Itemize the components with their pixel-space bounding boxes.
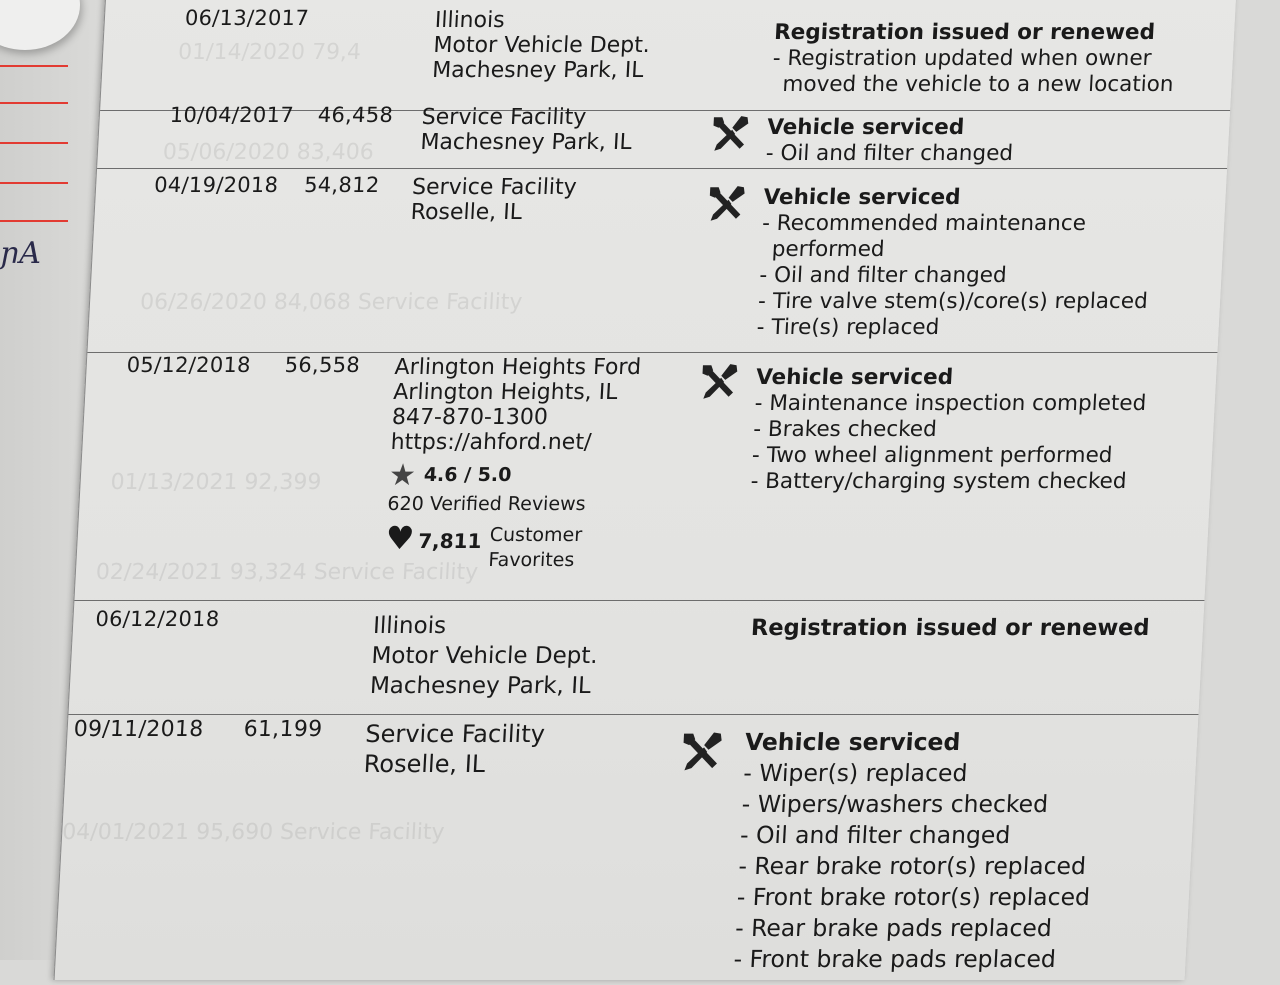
detail-item: - Oil and filter changed xyxy=(739,821,1012,849)
record-heading: Vehicle serviced xyxy=(766,115,965,140)
record-source xyxy=(420,105,634,155)
vehicle-history-page: 01/14/2020 79,4 05/06/2020 83,406 06/26/2020 84,068 Service Facility 01/13/2021 92,399 02/24/2021 93,324 Service Facility 04/01/2021 95,690 Service Facility 06/13/2017 Illinois Motor Vehicle Dept. Machesney Park, IL Registration issued or renewed - Registration updated when owner moved the vehicle to a new location 10/04/2017 46,458 Service Facility Machesney Park, IL Vehicle serviced - Oil and filter changed 04/19/2018 54,812 Service Facility Roselle, IL Vehicle serviced - Recommended maintenance performed - Oil and filter changed - Tire valve stem(s)/core(s) replaced - Tire(s) replaced 05/12/2018 56,558 Arlington Heights Ford Arlington Heights, IL 847-870-1300 https://ahford.net/ ★ 4.6 / 5.0 620 Verified Reviews ♥ 7,811 Customer Favorites Vehicle serviced - Maintenance inspection completed - Brakes checked - Two wheel alignment performed - Battery/charging system checked 06/12/2018 Illinois Motor Vehicle Dept. Machesney Park, IL Registration issued or renewed 09/11/2018 61,199 Service Facility Roselle, IL Vehicle serviced - Wiper(s) replaced - Wipers/washers checked - Oil and filter changed - Rear brake rotor(s) replaced - Front brake rotor(s) replaced - Rear brake pads replaced - Front brake pads replaced xyxy=(54,0,1238,980)
record-date: 04/19/2018 xyxy=(153,173,279,197)
record-details xyxy=(771,20,1177,98)
record-date: 05/12/2018 xyxy=(126,353,252,377)
source-line: Roselle, IL xyxy=(410,200,523,225)
wrench-screwdriver-icon xyxy=(708,113,752,155)
favorites-label: Customer Favorites xyxy=(487,524,583,571)
record-details xyxy=(750,365,1148,495)
detail-item: - Oil and filter changed xyxy=(758,263,1008,288)
history-row xyxy=(100,0,1237,110)
wrench-screwdriver-icon xyxy=(704,183,748,225)
source-line: Service Facility xyxy=(421,105,587,130)
record-heading: Vehicle serviced xyxy=(762,185,962,210)
shop-rating xyxy=(386,458,636,517)
paper-curl xyxy=(0,0,80,50)
history-row xyxy=(54,714,1198,985)
record-source xyxy=(369,611,600,701)
detail-item: - Tire valve stem(s)/core(s) replaced xyxy=(757,289,1149,314)
source-line: Arlington Heights, IL xyxy=(392,380,619,405)
detail-item: performed xyxy=(771,237,886,262)
rating-score: 4.6 / 5.0 xyxy=(423,464,512,486)
record-source xyxy=(432,8,652,83)
history-row xyxy=(74,352,1217,601)
detail-item: - Front brake pads replaced xyxy=(732,945,1057,973)
source-line: Motor Vehicle Dept. xyxy=(370,643,599,669)
record-odometer: 54,812 xyxy=(303,173,381,197)
source-line: Arlington Heights Ford xyxy=(393,355,642,380)
detail-item: - Wipers/washers checked xyxy=(741,790,1049,818)
detail-item: - Maintenance inspection completed xyxy=(754,391,1147,416)
detail-item: - Two wheel alignment performed xyxy=(751,443,1114,468)
source-line: 847-870-1300 xyxy=(391,405,549,430)
history-row xyxy=(69,600,1205,705)
record-details xyxy=(765,115,1015,167)
detail-item: - Wiper(s) replaced xyxy=(742,759,969,787)
record-odometer: 61,199 xyxy=(243,717,324,742)
pen-scribble: ɲA xyxy=(0,236,41,271)
wrench-screwdriver-icon xyxy=(677,729,725,775)
wrench-screwdriver-icon xyxy=(697,361,741,403)
source-line: Machesney Park, IL xyxy=(431,58,645,83)
verified-reviews: 620 Verified Reviews xyxy=(386,493,587,515)
favorites-count: 7,811 xyxy=(417,529,483,553)
heart-icon: ♥ xyxy=(384,519,416,557)
history-row xyxy=(87,168,1227,355)
source-link[interactable]: https://ahford.net/ xyxy=(390,430,592,455)
record-source xyxy=(363,719,546,779)
record-source xyxy=(384,355,642,573)
record-heading: Vehicle serviced xyxy=(755,365,954,390)
record-odometer: 46,458 xyxy=(317,103,394,127)
record-details xyxy=(750,615,1150,641)
source-line: Service Facility xyxy=(411,175,578,200)
source-line: Machesney Park, IL xyxy=(369,673,592,699)
detail-item: - Battery/charging system checked xyxy=(750,469,1128,494)
detail-item: - Front brake rotor(s) replaced xyxy=(736,883,1091,911)
record-date: 06/13/2017 xyxy=(184,6,310,30)
record-date: 10/04/2017 xyxy=(169,103,295,127)
source-line: Service Facility xyxy=(364,720,546,748)
record-source xyxy=(410,175,577,225)
detail-item: - Brakes checked xyxy=(752,417,938,442)
detail-item: - Oil and filter changed xyxy=(765,141,1014,166)
detail-item: moved the vehicle to a new location xyxy=(781,72,1175,97)
record-date: 06/12/2018 xyxy=(94,607,221,631)
customer-favorites xyxy=(384,519,633,573)
record-details xyxy=(756,185,1154,341)
record-heading: Registration issued or renewed xyxy=(750,615,1151,641)
star-icon: ★ xyxy=(388,458,417,493)
source-line: Illinois xyxy=(434,8,506,33)
record-odometer: 56,558 xyxy=(284,353,361,377)
detail-item: - Rear brake pads replaced xyxy=(734,914,1053,942)
record-heading: Vehicle serviced xyxy=(744,728,962,756)
detail-item: - Rear brake rotor(s) replaced xyxy=(737,852,1087,880)
source-line: Machesney Park, IL xyxy=(419,130,633,155)
detail-item: - Registration updated when owner xyxy=(772,46,1153,71)
detail-item: - Tire(s) replaced xyxy=(756,315,940,340)
source-line: Roselle, IL xyxy=(363,750,486,778)
source-line: Illinois xyxy=(372,613,447,639)
detail-item: - Recommended maintenance xyxy=(761,211,1087,236)
record-date: 09/11/2018 xyxy=(73,717,205,742)
source-line: Motor Vehicle Dept. xyxy=(432,33,651,58)
record-heading: Registration issued or renewed xyxy=(773,20,1156,45)
record-details xyxy=(733,727,1099,975)
